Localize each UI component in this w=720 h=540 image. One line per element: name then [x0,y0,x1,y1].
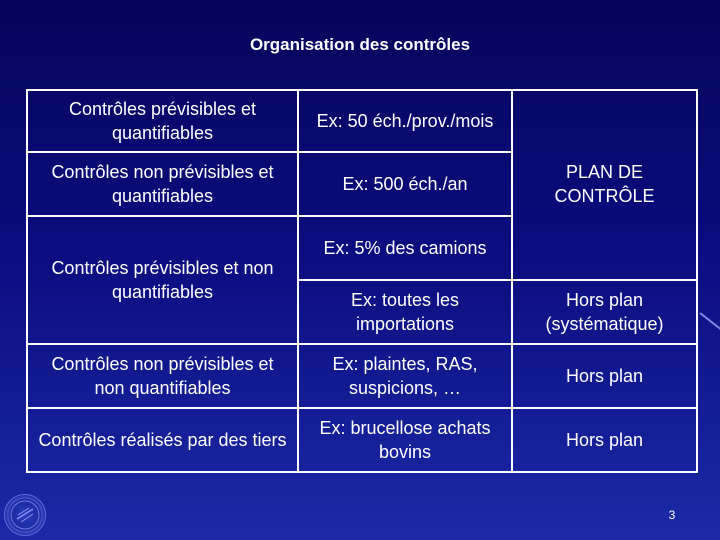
page-number: 3 [668,508,676,522]
plan-cell-empty [512,90,697,152]
example-cell: Ex: 5% des camions [298,216,512,280]
slide-title: Organisation des contrôles [249,35,471,54]
category-cell: Contrôles réalisés par des tiers [27,408,298,472]
table-row [27,90,697,152]
example-cell: Ex: toutes les importations [298,280,512,344]
table-row [27,152,697,216]
table-row [27,408,697,472]
plan-cell: Hors plan [512,408,697,472]
plan-cell: Hors plan [512,344,697,408]
example-cell: Ex: brucellose achats bovins [298,408,512,472]
category-cell: Contrôles prévisibles et quantifiables [27,90,298,152]
category-cell: Contrôles prévisibles et non quantifiables [27,216,298,344]
example-cell: Ex: plaintes, RAS, suspicions, … [298,344,512,408]
plan-cell: Hors plan (systématique) [512,280,697,344]
category-cell: Contrôles non prévisibles et quantifiables [27,152,298,216]
plan-cell: PLAN DE CONTRÔLE [512,152,697,216]
decorative-line [699,312,720,330]
table-row [27,344,697,408]
example-cell: Ex: 500 éch./an [298,152,512,216]
logo-seal-icon [4,494,46,536]
plan-cell-empty [512,216,697,280]
controls-table [26,89,698,473]
category-cell: Contrôles non prévisibles et non quantifiables [27,344,298,408]
example-cell: Ex: 50 éch./prov./mois [298,90,512,152]
table-row [27,216,697,280]
